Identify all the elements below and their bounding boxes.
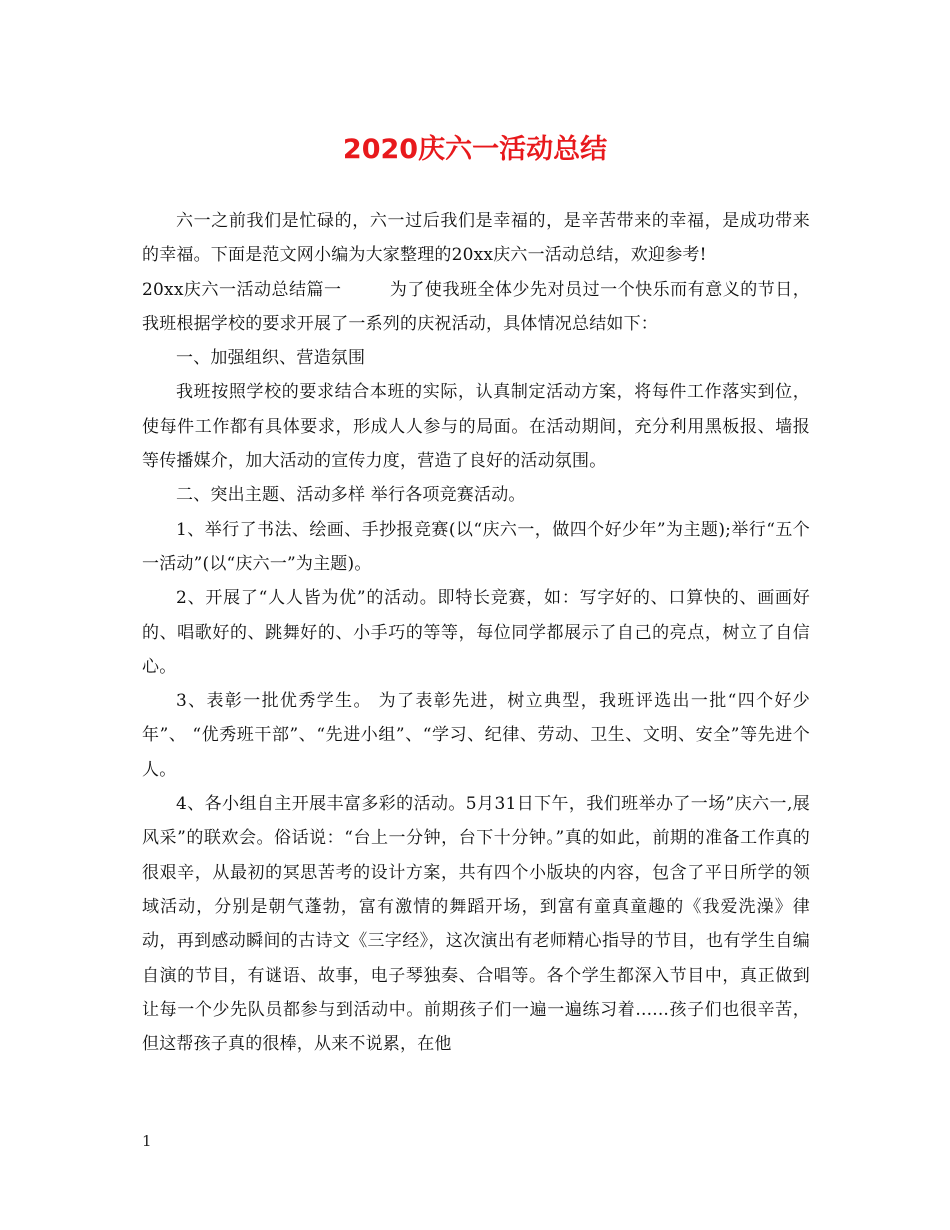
heading-themes: 二、突出主题、活动多样 举行各项竞赛活动。 (176, 485, 526, 506)
section-label: 20xx庆六一活动总结篇一 (142, 279, 342, 300)
list-item-competitions: 1、举行了书法、绘画、手抄报竞赛(以“庆六一，做四个好少年”为主题);举行“五个一活动”(以“庆六一”为主题)。 (142, 519, 810, 574)
intro-paragraph: 六一之前我们是忙碌的，六一过后我们是幸福的，是辛苦带来的幸福，是成功带来的幸福。下面是范文网小编为大家整理的20xx庆六一活动总结，欢迎参考! (142, 211, 810, 266)
section-text: 为了使我班全体少先对员过一个快乐而有意义的节日，我班根据学校的要求开展了一系列的庆祝活动，具体情况总结如下： (142, 279, 810, 334)
page-number: 1 (142, 1132, 152, 1150)
list-item-talents: 2、开展了“人人皆为优”的活动。即特长竞赛，如：写字好的、口算快的、画画好的、唱歌好的、跳舞好的、小手巧的等等，每位同学都展示了自己的亮点，树立了自信心。 (142, 588, 810, 677)
page-title: 2020庆六一活动总结 (342, 134, 608, 165)
list-item-awards: 3、表彰一批优秀学生。 为了表彰先进，树立典型，我班评选出一批“四个好少年”、 “优秀班干部”、“先进小组”、“学习、纪律、劳动、卫生、文明、安全”等先进个人。 (142, 691, 810, 780)
paragraph-organization: 我班按照学校的要求结合本班的实际，认真制定活动方案，将每件工作落实到位，使每件工作都有具体要求，形成人人参与的局面。在活动期间，充分利用黑板报、墙报等传播媒介，加大活动的宣传力度，营造了良好的活动氛围。 (142, 382, 810, 472)
list-item-party: 4、各小组自主开展丰富多彩的活动。5月31日下午，我们班举办了一场”庆六一,展风采”的联欢会。俗话说：“台上一分钟，台下十分钟。”真的如此，前期的准备工作真的很艰辛，从最初的冥思苦考的设计方案，共有四个小版块的内容，包含了平日所学的领域活动，分别是朝气蓬勃，富有激情的舞蹈开场，到富有童真童趣的《我爱洗澡》律动，再到感动瞬间的古诗文《三字经》，这次演出有老师精心指导的节目，也有学生自编自演的节目，有谜语、故事，电子琴独奏、合唱等。各个学生都深入节目中，真正做到让每一个少先队员都参与到活动中。前期孩子们一遍一遍练习着......孩子们也很辛苦，但这帮孩子真的很棒，从来不说累，在他 (142, 794, 810, 1055)
section-paragraph (142, 273, 810, 342)
document-body (142, 204, 810, 1061)
heading-organization: 一、加强组织、营造氛围 (176, 348, 366, 369)
